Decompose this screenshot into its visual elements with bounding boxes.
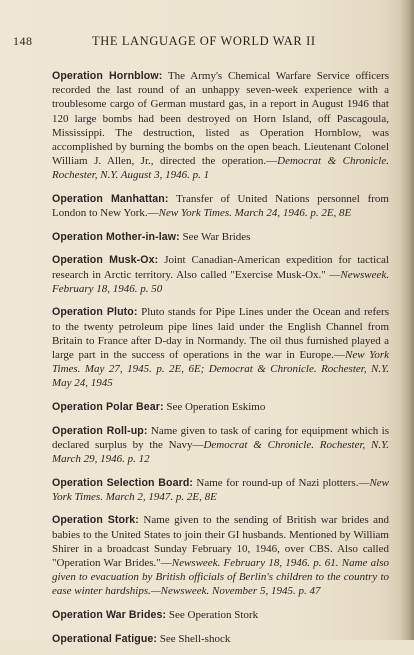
entry-operational-fatigue xyxy=(52,632,389,646)
entry-term: Operation Roll-up: xyxy=(52,424,148,437)
entry-source: Democrat & Chronicle. Rochester, N.Y. March 29, 1946. p. 12 xyxy=(52,438,390,466)
entry-operation-hornblow xyxy=(52,69,389,183)
entry-operation-selection-board xyxy=(52,476,389,504)
entry-operation-roll-up xyxy=(52,424,389,467)
entry-body: Name given to the sending of British war brides and babies to the United States to join their GI husbands. Mentioned by William Shirer in a broadcast Sunday February 10, 1946, over CBS. Also called "Operation War Brides."— xyxy=(52,514,389,570)
entry-term: Operation Hornblow: xyxy=(52,70,163,82)
entry-body: Transfer of United Nations personnel from London to New York.— xyxy=(52,193,389,220)
entry-body: See Shell-shock xyxy=(157,632,231,645)
entry-term: Operation War Brides: xyxy=(52,609,167,622)
glossary-entries xyxy=(52,69,389,655)
entry-operation-musk-ox xyxy=(52,253,389,296)
entry-source: New York Times. March 2, 1947. p. 2E, 8E xyxy=(52,476,390,503)
entry-term: Operation Stork: xyxy=(52,514,139,527)
entry-source: Newsweek. February 18, 1946. p. 50 xyxy=(52,268,389,295)
entry-body: Joint Canadian-American expedition for tactical research in Arctic territory. Also called "Exercise Musk-Ox." — xyxy=(52,254,389,281)
page-edge-shadow xyxy=(400,0,414,640)
entry-body: The Army's Chemical Warfare Service officers recorded the last round of an unhappy seven-week experience with a troublesome cargo of German mustard gas, in a report in August 1946 that 120 large bombs had been destroyed on Horn Island, off Pascagoula, Mississippi. The destruction, listed as Operation Hornblow, was accomplished by burning the bombs on the open beach. Lieutenant Colonel William J. Allen, Jr., directed the operation.— xyxy=(52,70,389,168)
entry-body: See Operation Stork xyxy=(166,609,259,622)
entry-operation-pluto xyxy=(52,305,389,390)
entry-source: New York Times. March 24, 1946. p. 2E, 8E xyxy=(158,207,352,220)
entry-term: Operation Pluto: xyxy=(52,306,138,319)
entry-term: Operation Polar Bear: xyxy=(52,401,164,414)
entry-operation-mother-in-law xyxy=(52,230,389,244)
entry-term: Operation Manhattan: xyxy=(52,193,169,206)
entry-term: Operation Mother-in-law: xyxy=(52,230,180,243)
running-title: THE LANGUAGE OF WORLD WAR II xyxy=(92,34,316,48)
entry-operation-polar-bear xyxy=(52,400,389,414)
entry-term: Operational Fatigue: xyxy=(52,632,158,645)
entry-body: Name for round-up of Nazi plotters.— xyxy=(193,476,370,489)
entry-operation-stork xyxy=(52,513,389,598)
page-header xyxy=(13,34,393,54)
page-number: 148 xyxy=(13,34,33,48)
entry-source: Newsweek. February 18, 1946. p. 61. Name also given to evacuation by British officials of Berlin's children to the country to ease winter hardships.—Newsweek. November 5, 1945. p. 47 xyxy=(52,557,389,598)
entry-body: Pluto stands for Pipe Lines under the Ocean and refers to the twenty petroleum pipe lines laid under the English Channel from Britain to France after D-day in Normandy. The oil thus furnished played a large part in the success of operations in the war in Europe.— xyxy=(52,306,389,362)
entry-body: See Operation Eskimo xyxy=(163,401,266,414)
entry-term: Operation Selection Board: xyxy=(52,476,194,489)
entry-operation-war-brides xyxy=(52,608,389,622)
entry-body: See War Brides xyxy=(179,230,251,243)
entry-body: Name given to task of caring for equipment which is declared surplus by the Navy— xyxy=(52,424,390,451)
entry-operation-manhattan xyxy=(52,192,389,220)
entry-source: Democrat & Chronicle. Rochester, N.Y. August 3, 1946. p. 1 xyxy=(52,155,389,182)
entry-source: New York Times. May 27, 1945. p. 2E, 6E; Democrat & Chronicle. Rochester, N.Y. May 24, 1945 xyxy=(52,349,389,390)
entry-term: Operation Musk-Ox: xyxy=(52,254,159,267)
